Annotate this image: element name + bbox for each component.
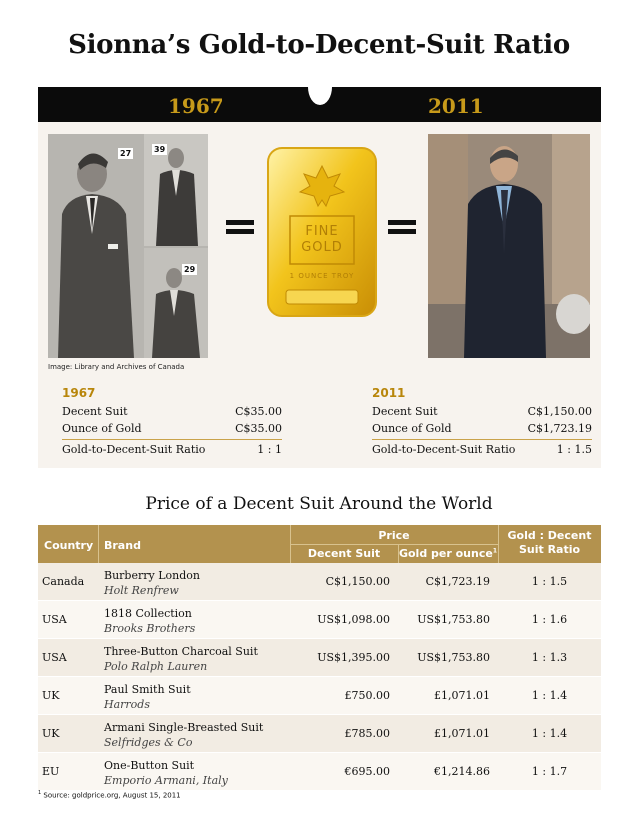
catalog-photo-1967 [48,134,208,358]
ad-price-tag-2: 27 [120,149,132,158]
image-credit: Image: Library and Archives of Canada [48,363,185,371]
cell-country: USA [42,613,67,626]
source-footnote: $^1$ Source: goldprice.org, August 15, 2011 [38,790,181,800]
comparison-2011 [372,386,592,458]
cell-brand: One-Button Suit Emporio Armani, Italy [104,759,228,787]
cell-suit-price: £750.00 [344,689,390,702]
cell-brand: Three-Button Charcoal Suit Polo Ralph Lauren [104,645,258,673]
cell-ratio: 1 : 1.7 [531,765,568,778]
ad-price-tag-1: 39 [154,145,166,154]
cell-suit-price: US$1,098.00 [317,613,390,626]
cell-ratio: 1 : 1.3 [531,651,568,664]
ad-price-tag-3: 29 [184,265,196,274]
gold-value: C$1,723.19 [527,422,592,435]
cell-country: UK [42,727,60,740]
header-ratio: Gold : Decent Suit Ratio [507,529,592,556]
cell-gold-price: €1,214.86 [434,765,490,778]
cell-country: USA [42,651,67,664]
cell-brand: Paul Smith Suit Harrods [104,683,191,711]
cell-gold-price: C$1,723.19 [425,575,490,588]
price-divider [290,544,498,545]
ratio-row [62,439,282,458]
banner-notch [308,87,332,105]
cell-gold-price: £1,071.01 [434,689,490,702]
suit-value: C$35.00 [235,405,282,418]
ratio-value: 1 : 1.5 [556,443,592,456]
cell-gold-price: US$1,753.80 [417,613,490,626]
comparison-year: 2011 [372,386,406,400]
table-row [38,639,601,677]
cell-ratio: 1 : 1.4 [531,689,568,702]
table-row [38,563,601,601]
year-right: 2011 [428,94,484,118]
cell-suit-price: £785.00 [344,727,390,740]
suit-label: Decent Suit [372,405,438,418]
cell-suit-price: US$1,395.00 [317,651,390,664]
header-country: Country [44,539,94,552]
year-banner [38,87,601,122]
gold-bar [264,144,380,320]
suit-price-row [372,403,592,420]
cell-suit-price: C$1,150.00 [325,575,390,588]
year-left: 1967 [168,94,224,118]
comparison-1967 [62,386,282,458]
header-price: Price [378,529,410,542]
cell-brand: Burberry London Holt Renfrew [104,569,200,597]
page-title: Sionna’s Gold-to-Decent-Suit Ratio [68,30,570,60]
suit-label: Decent Suit [62,405,128,418]
header-gold-per-ounce: Gold per ounce$^1$ [398,547,498,560]
comparison-panel [38,122,601,468]
table-title: Price of a Decent Suit Around the World [145,494,493,514]
gold-price-row [372,420,592,437]
table-row [38,715,601,753]
cell-ratio: 1 : 1.6 [531,613,568,626]
gold-price-row [62,420,282,437]
suit-value: C$1,150.00 [527,405,592,418]
gold-value: C$35.00 [235,422,282,435]
cell-ratio: 1 : 1.4 [531,727,568,740]
header-decent-suit: Decent Suit [307,547,381,560]
table-row [38,753,601,791]
gold-bar-fine: FINE [305,224,339,239]
equals-icon [226,220,254,234]
cell-country: Canada [42,575,85,588]
gold-bar-weight: 1 OUNCE TROY [289,272,355,280]
suit-price-table [38,525,601,791]
gold-label: Ounce of Gold [372,422,452,435]
ratio-label: Gold-to-Decent-Suit Ratio [372,443,516,456]
equals-icon [388,220,416,234]
cell-gold-price: £1,071.01 [434,727,490,740]
modern-suit-photo-2011 [428,134,590,358]
gold-label: Ounce of Gold [62,422,142,435]
cell-gold-price: US$1,753.80 [417,651,490,664]
header-brand: Brand [104,539,141,552]
table-row [38,601,601,639]
column-divider [98,525,99,563]
table-header [38,525,601,563]
table-row [38,677,601,715]
cell-country: UK [42,689,60,702]
cell-suit-price: €695.00 [344,765,390,778]
cell-ratio: 1 : 1.5 [531,575,568,588]
cell-brand: 1818 Collection Brooks Brothers [104,607,196,635]
ratio-row [372,439,592,458]
ratio-label: Gold-to-Decent-Suit Ratio [62,443,206,456]
ratio-value: 1 : 1 [257,443,282,456]
table-body [38,563,601,791]
cell-brand: Armani Single-Breasted Suit Selfridges & Co [104,721,264,749]
comparison-year: 1967 [62,386,96,400]
gold-bar-gold: GOLD [301,240,343,255]
cell-country: EU [42,765,60,778]
suit-price-row [62,403,282,420]
